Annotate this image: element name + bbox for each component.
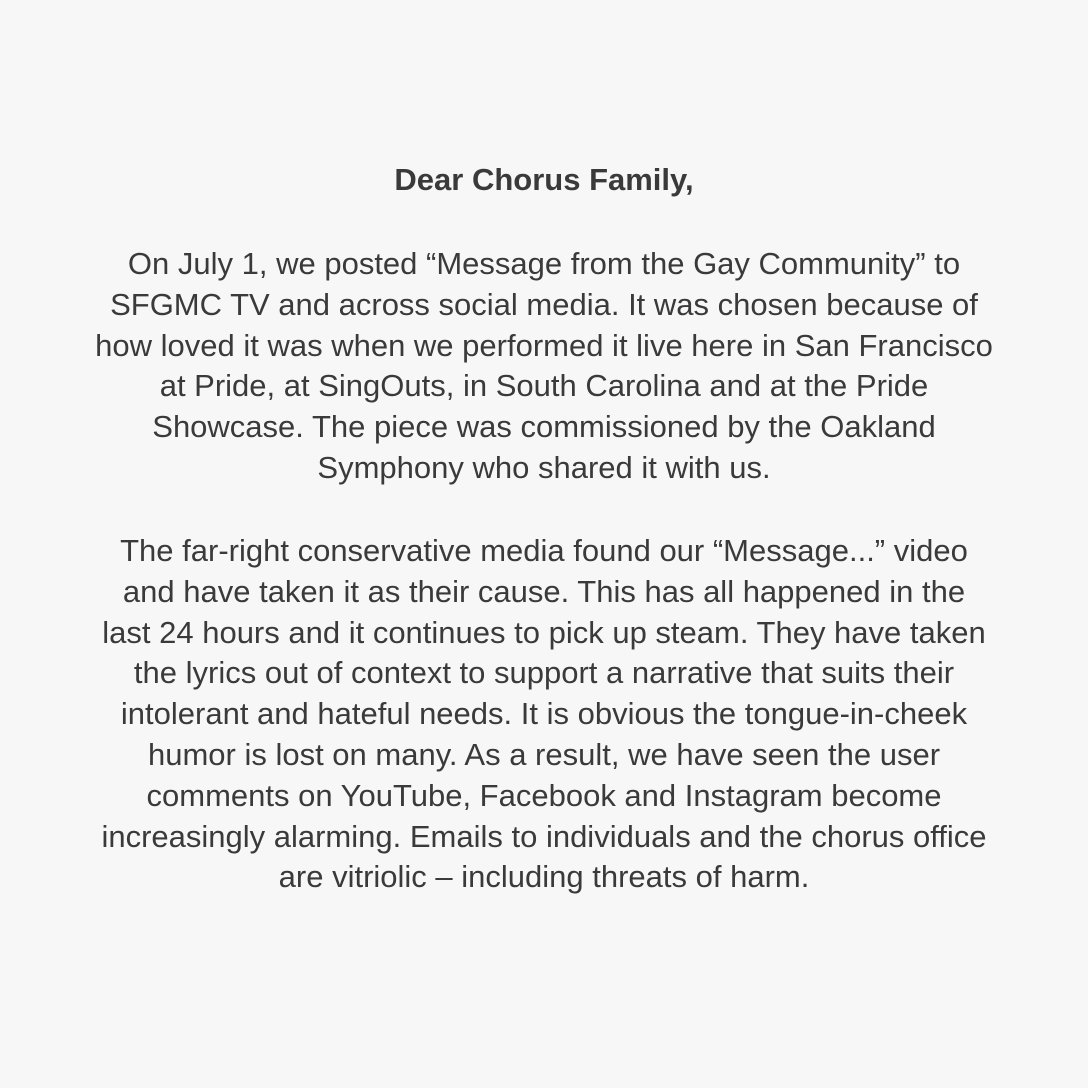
paragraph-2-line: humor is lost on many. As a result, we have seen the user [147,736,941,772]
paragraph-1-line: On July 1, we posted “Message from the Gay Community” to [127,246,961,281]
paragraph-2-line: the lyrics out of context to support a narrative that suits their [133,655,955,691]
paragraph-2-line: intolerant and hateful needs. It is obvious the tongue-in-cheek [120,696,968,732]
paragraph-2-line: and have taken it as their cause. This has all happened in the [122,573,966,609]
paragraph-1-line: how loved it was when we performed it live here in San Francisco [95,327,993,363]
letter-paragraph-2 [0,531,1088,898]
letter-paragraph-1 [0,244,1088,489]
paragraph-1-line: at Pride, at SingOuts, in South Carolina and at the Pride [159,368,929,404]
paragraph-2-line: comments on YouTube, Facebook and Instagram become [146,777,942,813]
paragraph-2-line: are vitriolic – including threats of harm. [278,859,810,895]
paragraph-2-line: last 24 hours and it continues to pick up steam. They have taken [102,614,986,650]
paragraph-2-line: increasingly alarming. Emails to individuals and the chorus office [101,818,987,854]
paragraph-1-line: SFGMC TV and across social media. It was chosen because of [110,286,978,322]
letter-salutation: Dear Chorus Family, [394,162,694,197]
paragraph-1-line: Showcase. The piece was commissioned by the Oakland [152,409,936,445]
paragraph-2-line: The far-right conservative media found our “Message...” video [120,533,968,568]
paragraph-1-line: Symphony who shared it with us. [317,449,771,485]
